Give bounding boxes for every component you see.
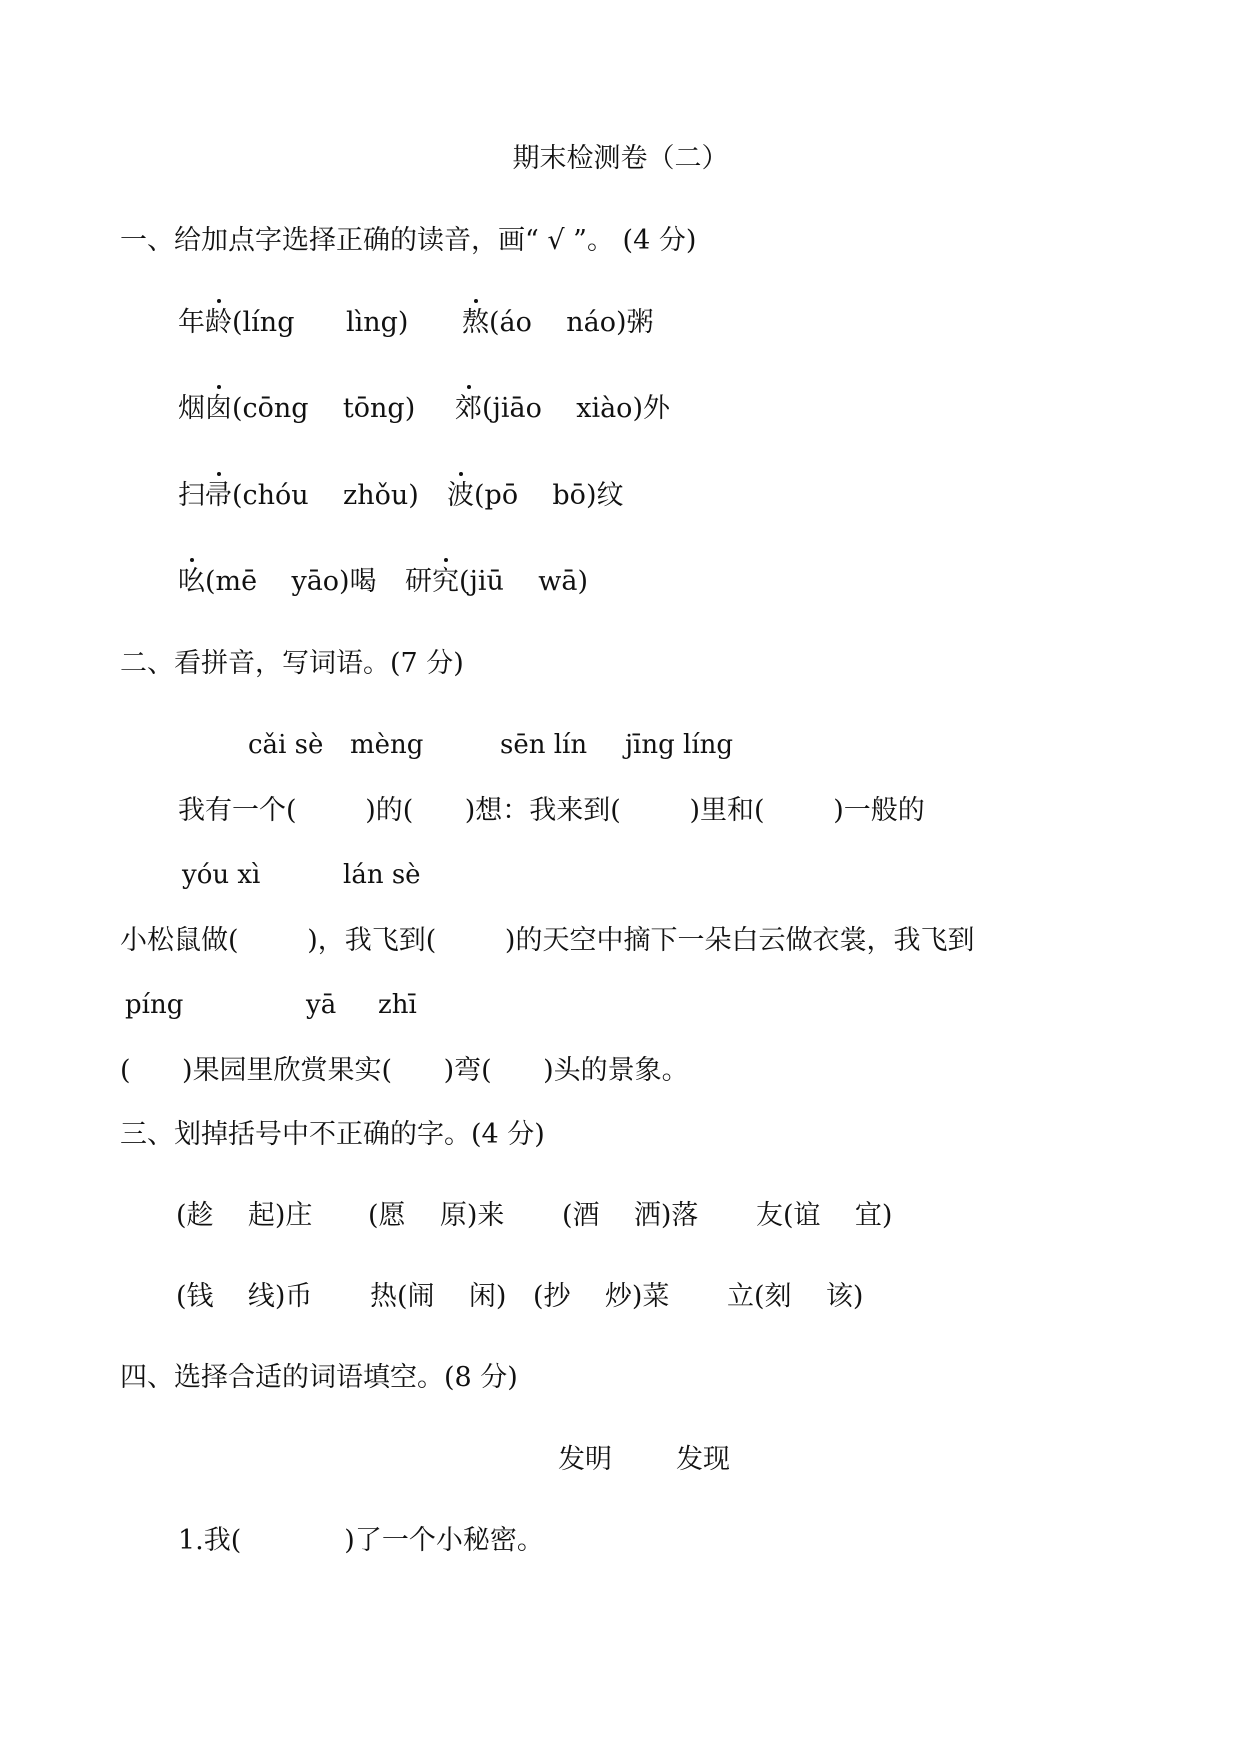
pinyin-caise: cǎi sè xyxy=(248,730,324,760)
pinyin-ya: yā xyxy=(306,990,337,1020)
s3-row1-item3: (酒 洒)落 xyxy=(562,1200,699,1231)
pinyin-ping: píng xyxy=(125,990,184,1020)
dotted-char: 郊 xyxy=(455,393,482,424)
s4-question-1: 1.我( )了一个小秘密。 xyxy=(178,1525,544,1556)
pinyin-youxi: yóu xì xyxy=(182,860,261,890)
s1-item-4: 郊(jiāo xiào)外 xyxy=(455,393,670,424)
section-4-heading: 四、选择合适的词语填空。(8 分) xyxy=(120,1362,518,1393)
s3-row2-item4: 立(刻 该) xyxy=(727,1281,864,1312)
s1-item-6: 波(pō bō)纹 xyxy=(447,480,624,511)
dotted-char: 熬 xyxy=(462,307,489,338)
pinyin-meng: mèng xyxy=(350,730,424,760)
pinyin-zhi: zhī xyxy=(378,990,417,1020)
dotted-char: 囱 xyxy=(205,393,232,424)
section-1-heading: 一、给加点字选择正确的读音，画“ √ ”。 (4 分) xyxy=(120,225,697,256)
dotted-char: 帚 xyxy=(205,480,232,511)
page-title: 期末检测卷（二） xyxy=(512,143,729,174)
section-2-heading: 二、看拼音，写词语。(7 分) xyxy=(120,648,464,679)
s1-item-3: 烟囱(cōng tōng) xyxy=(178,393,416,424)
dotted-char: 吆 xyxy=(178,566,205,597)
s1-item-5: 扫帚(chóu zhǒu) xyxy=(178,480,419,511)
s1-item-8: 研究(jiū wā) xyxy=(405,566,589,597)
pinyin-lanse: lán sè xyxy=(343,860,421,890)
s3-row2-item1: (钱 线)币 xyxy=(176,1281,313,1312)
s3-row1-item4: 友(谊 宜) xyxy=(756,1200,893,1231)
dotted-char: 究 xyxy=(432,566,459,597)
dotted-char: 波 xyxy=(447,480,474,511)
word-choice-2: 发现 xyxy=(676,1444,730,1475)
s1-item-1: 年龄(líng lìng) xyxy=(178,307,409,338)
fill-sentence-2: 小松鼠做( )，我飞到( )的天空中摘下一朵白云做衣裳，我飞到 xyxy=(120,925,975,956)
s3-row1-item2: (愿 原)来 xyxy=(368,1200,505,1231)
s3-row2-item3: (抄 炒)菜 xyxy=(533,1281,670,1312)
s3-row1-item1: (趁 起)庄 xyxy=(176,1200,313,1231)
pinyin-senlin: sēn lín xyxy=(500,730,588,760)
pinyin-jingling: jīng líng xyxy=(625,730,734,760)
dotted-char: 龄 xyxy=(205,307,232,338)
word-choice-1: 发明 xyxy=(558,1444,612,1475)
fill-sentence-1: 我有一个( )的( )想：我来到( )里和( )一般的 xyxy=(178,795,925,826)
s1-item-2: 熬(áo náo)粥 xyxy=(462,307,654,338)
s3-row2-item2: 热(闹 闲) xyxy=(370,1281,507,1312)
s1-item-7: 吆(mē yāo)喝 xyxy=(178,566,377,597)
section-3-heading: 三、划掉括号中不正确的字。(4 分) xyxy=(120,1119,545,1150)
fill-sentence-3: ( )果园里欣赏果实( )弯( )头的景象。 xyxy=(120,1055,689,1086)
